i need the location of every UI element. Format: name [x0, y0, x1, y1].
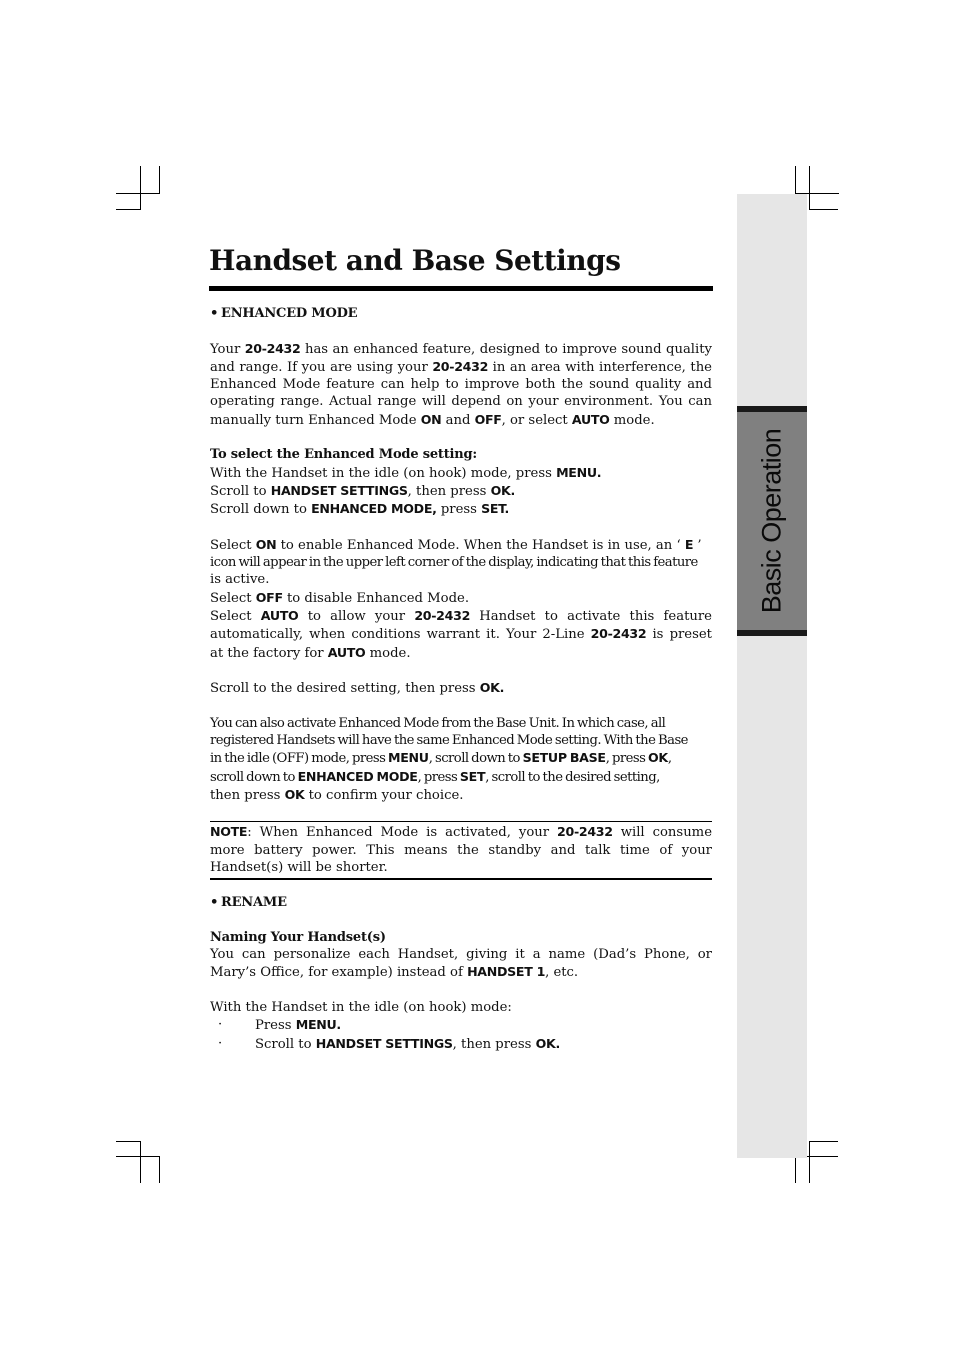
note-text: NOTE: When Enhanced Mode is activated, your 20-2432 will consume more battery power. This means the standby and talk time of your Handset(s) will be shorter. [210, 824, 712, 875]
rename-step: · Scroll to HANDSET SETTINGS, then press OK. [210, 1035, 712, 1053]
section-heading-label: RENAME [221, 895, 287, 911]
crop-mark [795, 166, 796, 193]
page-title: Handset and Base Settings [209, 244, 621, 277]
instruction-step: Scroll to HANDSET SETTINGS, then press OK. [210, 482, 515, 499]
section-heading-enhanced-mode [210, 305, 712, 322]
side-tab-background [737, 194, 807, 1158]
rename-step: · Press MENU. [210, 1016, 712, 1034]
instruction-step: Scroll down to ENHANCED MODE, press SET. [210, 501, 510, 518]
crop-mark [809, 1141, 810, 1183]
off-option-paragraph: Select OFF to disable Enhanced Mode. [210, 589, 470, 606]
instruction-step: With the Handset in the idle (on hook) mode, press MENU. [210, 464, 602, 481]
rename-intro-paragraph: You can personalize each Handset, giving it a name (Dad’s Phone, or Mary’s Office, for example) instead of HANDSET 1, etc. [210, 947, 712, 981]
side-tab-label: Basic Operation [756, 428, 787, 614]
crop-mark [795, 1156, 796, 1183]
crop-mark [809, 1141, 838, 1142]
note-box [210, 821, 712, 880]
rename-sub-heading: Naming Your Handset(s) [210, 929, 386, 945]
step-bullet-icon: · [218, 1017, 223, 1033]
step-bullet-icon: · [218, 1035, 223, 1051]
bullet-icon: • [210, 306, 219, 321]
crop-mark [140, 1141, 141, 1183]
crop-mark [809, 166, 810, 209]
section-heading-label: ENHANCED MODE [221, 306, 358, 321]
crop-mark [116, 1141, 141, 1142]
crop-mark [159, 1156, 160, 1183]
crop-mark [159, 166, 160, 193]
title-rule [209, 286, 713, 291]
on-option-paragraph: Select ON to enable Enhanced Mode. When the Handset is in use, an ‘ E ’ icon will appear in the upper left corner of the display, indicating that this feature is active. [210, 536, 702, 588]
side-tab [737, 406, 807, 636]
section-heading-rename [210, 894, 712, 911]
rename-idle-text: With the Handset in the idle (on hook) mode: [210, 999, 512, 1015]
crop-mark [140, 166, 141, 209]
crop-mark [116, 1156, 160, 1157]
base-unit-paragraph: You can also activate Enhanced Mode from the Base Unit. In which case, all registered Handsets will have the same Enhanced Mode setting. With the Base in the idle (OFF) mode, press MENU, scroll down to SETUP BASE, press OK, scroll down to ENHANCED MODE, press SET, scroll to the desired setting, then press OK to confirm your choice. [210, 715, 688, 804]
crop-mark [116, 209, 141, 210]
select-enhanced-heading: To select the Enhanced Mode setting: [210, 447, 477, 463]
crop-mark [116, 193, 160, 194]
crop-mark [809, 209, 838, 210]
scroll-instruction: Scroll to the desired setting, then press OK. [210, 680, 505, 697]
auto-option-paragraph: Select AUTO to allow your 20-2432 Handset to activate this feature automatically, when conditions warrant it. Your 2-Line 20-2432 is preset at the factory for AUTO mode. [210, 608, 712, 661]
page-content [210, 305, 712, 1053]
bullet-icon: • [210, 895, 219, 911]
enhanced-intro-paragraph: Your 20-2432 has an enhanced feature, designed to improve sound quality and range. If you are using your 20-2432 in an area with interference, the Enhanced Mode feature can help to improve both the sound quality and operating range. Actual range will depend on your environment. You can manually turn Enhanced Mode ON and OFF, or select AUTO mode. [210, 340, 712, 428]
